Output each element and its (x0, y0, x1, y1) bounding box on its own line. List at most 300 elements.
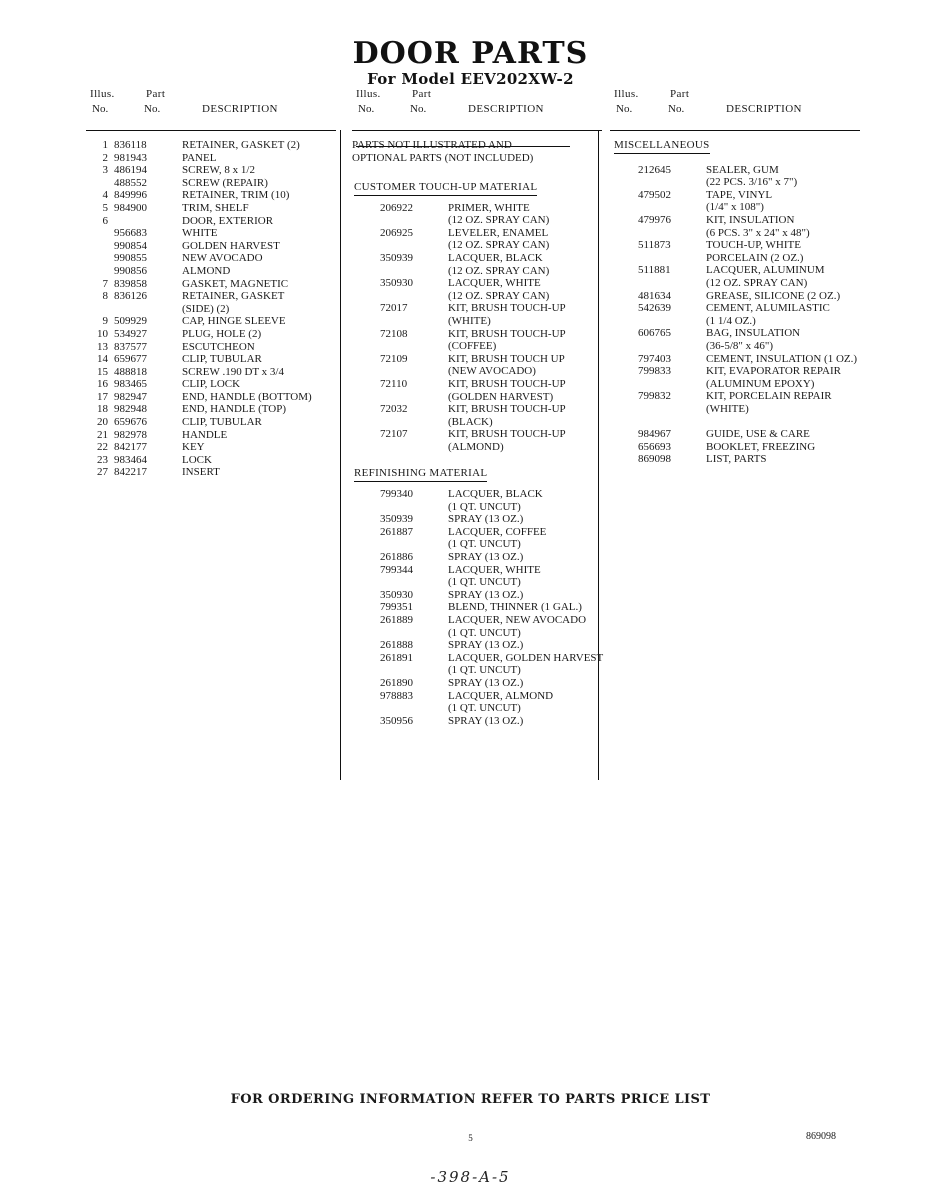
cell-part-no: 836118 (114, 139, 147, 151)
table-row (352, 551, 602, 564)
ordering-information-note: FOR ORDERING INFORMATION REFER TO PARTS PRICE LIST (230, 1092, 711, 1107)
cell-description: (1 QT. UNCUT) (448, 538, 521, 551)
cell-description: GOLDEN HARVEST (182, 239, 280, 252)
cell-part-no: 982978 (114, 428, 147, 441)
section-title-customer-touchup: CUSTOMER TOUCH-UP MATERIAL (354, 181, 537, 196)
table-row (86, 227, 336, 240)
cell-illus-no: 3 (102, 164, 108, 177)
table-row (352, 340, 602, 353)
cell-illus-no: 20 (97, 416, 108, 429)
table-row (352, 391, 602, 404)
cell-description: END, HANDLE (TOP) (182, 403, 286, 416)
cell-part-no: 72017 (380, 302, 408, 315)
cell-description: KIT, BRUSH TOUCH-UP (448, 302, 566, 315)
cell-part-no: 488818 (114, 365, 147, 378)
cell-part-no: 659677 (114, 353, 147, 366)
cell-part-no: 799833 (638, 365, 671, 378)
cell-description: KIT, BRUSH TOUCH-UP (448, 327, 566, 340)
cell-description: (1/4" x 108") (706, 201, 764, 214)
table-row (610, 327, 860, 340)
table-row (86, 441, 336, 454)
cell-part-no: 799340 (380, 488, 413, 501)
table-row (610, 239, 860, 252)
header-part: Part (670, 88, 690, 100)
table-row (352, 652, 602, 665)
handwritten-annotation: -398-A-5 (430, 1168, 511, 1186)
cell-description: (WHITE) (706, 402, 749, 415)
cell-part-no: 206925 (380, 226, 413, 239)
cell-description: (1 QT. UNCUT) (448, 576, 521, 589)
table-row (352, 214, 602, 227)
table-row (86, 265, 336, 278)
table-row (352, 441, 602, 454)
cell-part-no: 350956 (380, 714, 413, 727)
table-row (610, 201, 860, 214)
table-row (610, 277, 860, 290)
cell-description: TAPE, VINYL (706, 188, 773, 201)
cell-part-no: 799351 (380, 601, 413, 614)
header-description: DESCRIPTION (202, 103, 278, 115)
table-row (352, 428, 602, 441)
column-2-header (352, 88, 602, 128)
cell-part-no: 479976 (638, 213, 671, 226)
table-row (352, 315, 602, 328)
table-row (352, 664, 602, 677)
cell-part-no: 983465 (114, 378, 147, 391)
table-row (86, 290, 336, 303)
cell-description: TRIM, SHELF (182, 201, 249, 214)
cell-part-no: 990854 (114, 239, 147, 252)
not-illustrated-notice (352, 139, 602, 165)
cell-description: LACQUER, ALUMINUM (706, 264, 825, 277)
header-description: DESCRIPTION (468, 103, 544, 115)
parts-list-1 (86, 139, 336, 479)
cell-illus-no: 7 (102, 277, 108, 290)
table-row (610, 390, 860, 403)
page-number: 5 (468, 1133, 473, 1143)
cell-description: LIST, PARTS (706, 453, 767, 466)
table-row (610, 415, 860, 428)
table-row (86, 240, 336, 253)
header-illus-no: No. (616, 103, 633, 115)
cell-part-no: 350930 (380, 588, 413, 601)
table-row (610, 365, 860, 378)
table-row (352, 576, 602, 589)
cell-part-no: 511873 (638, 239, 671, 252)
cell-illus-no: 5 (102, 201, 108, 214)
cell-description: LEVELER, ENAMEL (448, 226, 549, 239)
table-row (86, 378, 336, 391)
cell-part-no: 799344 (380, 563, 413, 576)
cell-illus-no: 13 (97, 340, 108, 353)
cell-illus-no: 4 (102, 189, 108, 202)
table-row (86, 278, 336, 291)
table-row (352, 239, 602, 252)
cell-description: LOCK (182, 453, 212, 466)
table-row (610, 252, 860, 265)
cell-description: (WHITE) (448, 314, 491, 327)
header-description: DESCRIPTION (726, 103, 802, 115)
cell-description: CLIP, LOCK (182, 378, 241, 391)
cell-description: KEY (182, 441, 205, 454)
table-row (86, 454, 336, 467)
cell-description: INSERT (182, 466, 220, 479)
cell-part-no: 978883 (380, 689, 413, 702)
cell-part-no: 837577 (114, 340, 147, 353)
cell-part-no: 984967 (638, 428, 671, 441)
table-row (86, 466, 336, 479)
cell-description: LACQUER, BLACK (448, 251, 543, 264)
cell-description: (1 QT. UNCUT) (448, 702, 521, 715)
cell-part-no: 983464 (114, 453, 147, 466)
cell-illus-no: 22 (97, 441, 108, 454)
table-row (352, 328, 602, 341)
cell-description: BOOKLET, FREEZING (706, 440, 816, 453)
cell-part-no: 511881 (638, 264, 671, 277)
table-row (352, 416, 602, 429)
table-row (352, 277, 602, 290)
table-row (610, 227, 860, 240)
cell-illus-no: 2 (102, 151, 108, 164)
cell-part-no: 984900 (114, 201, 147, 214)
cell-part-no: 481634 (638, 289, 671, 302)
cell-illus-no: 9 (102, 315, 108, 328)
table-row (610, 403, 860, 416)
cell-part-no: 842217 (114, 466, 147, 479)
cell-description: CAP, HINGE SLEEVE (182, 315, 286, 328)
table-row (86, 341, 336, 354)
table-row (610, 290, 860, 303)
header-illus: Illus. (90, 88, 115, 100)
table-row (86, 315, 336, 328)
cell-part-no: 990855 (114, 252, 147, 265)
table-row (86, 391, 336, 404)
cell-illus-no: 14 (97, 353, 108, 366)
section-title-miscellaneous: MISCELLANEOUS (614, 139, 710, 154)
cell-description: KIT, BRUSH TOUCH UP (448, 352, 565, 365)
table-row (352, 302, 602, 315)
page-subtitle: For Model EEV202XW-2 (367, 70, 574, 88)
cell-description: SPRAY (13 OZ.) (448, 714, 524, 727)
cell-part-no: 350939 (380, 251, 413, 264)
cell-description: (GOLDEN HARVEST) (448, 390, 554, 403)
cell-description: RETAINER, TRIM (10) (182, 189, 290, 202)
cell-part-no: 869098 (638, 453, 671, 466)
table-row (610, 264, 860, 277)
cell-description: SPRAY (13 OZ.) (448, 551, 524, 564)
table-row (610, 214, 860, 227)
table-row (352, 690, 602, 703)
cell-description: LACQUER, COFFEE (448, 525, 547, 538)
table-row (352, 353, 602, 366)
cell-part-no: 72032 (380, 403, 408, 416)
cell-illus-no: 18 (97, 403, 108, 416)
table-row (610, 353, 860, 366)
cell-description: (1 QT. UNCUT) (448, 664, 521, 677)
table-row (610, 441, 860, 454)
cell-part-no: 849996 (114, 189, 147, 202)
table-row (352, 614, 602, 627)
table-row (610, 453, 860, 466)
cell-part-no: 261890 (380, 676, 413, 689)
cell-part-no: 479502 (638, 188, 671, 201)
table-row (352, 488, 602, 501)
cell-part-no: 261886 (380, 551, 413, 564)
table-row (352, 677, 602, 690)
table-row (352, 290, 602, 303)
table-row (610, 164, 860, 177)
table-row (86, 152, 336, 165)
table-row (610, 378, 860, 391)
cell-description: LACQUER, WHITE (448, 277, 541, 290)
cell-description: (ALUMINUM EPOXY) (706, 377, 815, 390)
cell-description: RETAINER, GASKET (2) (182, 139, 300, 151)
table-row (352, 526, 602, 539)
cell-part-no: 656693 (638, 440, 671, 453)
table-row (86, 252, 336, 265)
header-illus-no: No. (358, 103, 375, 115)
cell-description: CEMENT, ALUMILASTIC (706, 302, 830, 315)
table-row (352, 639, 602, 652)
header-illus-no: No. (92, 103, 109, 115)
table-row (352, 513, 602, 526)
table-row (610, 302, 860, 315)
cell-illus-no: 27 (97, 466, 108, 479)
header-illus: Illus. (356, 88, 381, 100)
header-part-no: No. (410, 103, 427, 115)
cell-part-no: 542639 (638, 302, 671, 315)
parts-column-3 (610, 88, 860, 466)
parts-list-miscellaneous (610, 164, 860, 466)
notice-line-1: PARTS NOT ILLUSTRATED AND (352, 139, 512, 151)
table-row (610, 428, 860, 441)
header-part-no: No. (144, 103, 161, 115)
cell-description: LACQUER, GOLDEN HARVEST (448, 651, 604, 664)
cell-description: KIT, BRUSH TOUCH-UP (448, 428, 566, 441)
notice-strike-line (356, 146, 570, 147)
cell-description: KIT, BRUSH TOUCH-UP (448, 403, 566, 416)
cell-description: SEALER, GUM (706, 163, 779, 176)
cell-description: (12 OZ. SPRAY CAN) (448, 264, 550, 277)
table-row (352, 365, 602, 378)
header-illus: Illus. (614, 88, 639, 100)
table-row (352, 715, 602, 728)
table-row (352, 378, 602, 391)
cell-description: (ALMOND) (448, 440, 504, 453)
table-row (86, 303, 336, 316)
cell-description: LACQUER, WHITE (448, 563, 541, 576)
section-title-refinishing: REFINISHING MATERIAL (354, 467, 487, 482)
table-row (352, 265, 602, 278)
cell-description: TOUCH-UP, WHITE (706, 239, 801, 252)
cell-illus-no: 1 (102, 139, 108, 151)
cell-description: CEMENT, INSULATION (1 OZ.) (706, 352, 858, 365)
table-row (610, 176, 860, 189)
table-row (86, 416, 336, 429)
cell-description: (COFFEE) (448, 340, 497, 353)
cell-description: BLEND, THINNER (1 GAL.) (448, 601, 582, 614)
cell-part-no: 842177 (114, 441, 147, 454)
cell-description: PANEL (182, 151, 217, 164)
cell-description: GUIDE, USE & CARE (706, 428, 810, 441)
cell-description: SCREW .190 DT x 3/4 (182, 365, 284, 378)
cell-description: CLIP, TUBULAR (182, 353, 262, 366)
cell-part-no: 799832 (638, 390, 671, 403)
cell-description: CLIP, TUBULAR (182, 416, 262, 429)
header-part: Part (412, 88, 432, 100)
cell-description: (6 PCS. 3" x 24" x 48") (706, 226, 810, 239)
cell-description: GASKET, MAGNETIC (182, 277, 289, 290)
cell-description: (12 OZ. SPRAY CAN) (706, 276, 808, 289)
table-row (86, 403, 336, 416)
header-part: Part (146, 88, 166, 100)
cell-description: PRIMER, WHITE (448, 201, 530, 214)
cell-description: LACQUER, ALMOND (448, 689, 554, 702)
cell-part-no: 509929 (114, 315, 147, 328)
table-row (352, 227, 602, 240)
table-row (86, 202, 336, 215)
table-row (86, 215, 336, 228)
table-row (352, 601, 602, 614)
header-rule (610, 130, 860, 131)
table-row (610, 315, 860, 328)
table-row (352, 403, 602, 416)
cell-part-no: 72107 (380, 428, 408, 441)
cell-description: (NEW AVOCADO) (448, 365, 536, 378)
cell-description: (1 1/4 OZ.) (706, 314, 756, 327)
page-title: DOOR PARTS (352, 36, 589, 71)
table-row (352, 564, 602, 577)
table-row (86, 177, 336, 190)
cell-part-no: 990856 (114, 264, 147, 277)
cell-description: SPRAY (13 OZ.) (448, 588, 524, 601)
cell-description: (SIDE) (2) (182, 302, 230, 315)
table-row (610, 189, 860, 202)
cell-description: (12 OZ. SPRAY CAN) (448, 289, 550, 302)
cell-part-no: 982947 (114, 390, 147, 403)
cell-illus-no: 17 (97, 390, 108, 403)
cell-description: RETAINER, GASKET (182, 290, 285, 303)
cell-description: END, HANDLE (BOTTOM) (182, 390, 312, 403)
parts-list-refinishing (352, 488, 602, 727)
cell-description: PLUG, HOLE (2) (182, 327, 262, 340)
cell-part-no: 488552 (114, 176, 147, 189)
cell-illus-no: 15 (97, 365, 108, 378)
column-1-header (86, 88, 336, 128)
cell-illus-no: 21 (97, 428, 108, 441)
table-row (352, 202, 602, 215)
cell-description: (36-5/8" x 46") (706, 339, 774, 352)
cell-description: SPRAY (13 OZ.) (448, 676, 524, 689)
cell-description: (BLACK) (448, 415, 493, 428)
cell-description: SPRAY (13 OZ.) (448, 639, 524, 652)
table-row (86, 164, 336, 177)
cell-part-no: 982948 (114, 403, 147, 416)
parts-column-2 (352, 88, 602, 727)
cell-part-no: 350930 (380, 277, 413, 290)
cell-part-no: 212645 (638, 163, 671, 176)
cell-description: LACQUER, NEW AVOCADO (448, 614, 587, 626)
column-3-header (610, 88, 860, 128)
cell-description: HANDLE (182, 428, 228, 441)
cell-part-no: 981943 (114, 151, 147, 164)
cell-description: KIT, BRUSH TOUCH-UP (448, 377, 566, 390)
cell-description: ALMOND (182, 264, 231, 277)
table-row (86, 139, 336, 152)
cell-part-no: 72109 (380, 352, 408, 365)
table-row (86, 366, 336, 379)
cell-description: NEW AVOCADO (182, 252, 263, 265)
cell-illus-no: 6 (102, 214, 108, 227)
cell-description: KIT, EVAPORATOR REPAIR (706, 365, 841, 378)
cell-description: (1 QT. UNCUT) (448, 500, 521, 513)
table-row (352, 538, 602, 551)
cell-description: KIT, INSULATION (706, 213, 795, 226)
table-row (86, 189, 336, 202)
header-part-no: No. (668, 103, 685, 115)
table-row (86, 429, 336, 442)
parts-list-customer-touchup (352, 202, 602, 454)
notice-line-2: OPTIONAL PARTS (NOT INCLUDED) (352, 152, 534, 164)
table-row (352, 589, 602, 602)
cell-description: LACQUER, BLACK (448, 488, 543, 501)
table-row (610, 340, 860, 353)
cell-part-no: 72108 (380, 327, 408, 340)
cell-part-no: 72110 (380, 377, 408, 390)
cell-part-no: 659676 (114, 416, 147, 429)
cell-part-no: 956683 (114, 227, 147, 240)
cell-description: WHITE (182, 227, 218, 240)
cell-illus-no: 10 (97, 327, 108, 340)
table-row (86, 328, 336, 341)
cell-part-no: 797403 (638, 352, 671, 365)
cell-part-no: 350939 (380, 513, 413, 526)
cell-description: SPRAY (13 OZ.) (448, 513, 524, 526)
table-row (352, 252, 602, 265)
cell-illus-no: 16 (97, 378, 108, 391)
cell-description: BAG, INSULATION (706, 327, 801, 340)
cell-description: SCREW (REPAIR) (182, 176, 268, 189)
table-row (352, 702, 602, 715)
cell-illus-no: 8 (102, 290, 108, 303)
cell-description: (1 QT. UNCUT) (448, 626, 521, 639)
table-row (86, 353, 336, 366)
cell-part-no: 836126 (114, 290, 147, 303)
cell-description: KIT, PORCELAIN REPAIR (706, 390, 832, 403)
parts-column-1 (86, 88, 336, 479)
cell-part-no: 839858 (114, 277, 147, 290)
cell-description: PORCELAIN (2 OZ.) (706, 251, 804, 264)
cell-description: SCREW, 8 x 1/2 (182, 164, 255, 177)
cell-description: GREASE, SILICONE (2 OZ.) (706, 289, 841, 302)
cell-part-no: 534927 (114, 327, 147, 340)
cell-part-no: 261888 (380, 639, 413, 652)
cell-description: DOOR, EXTERIOR (182, 214, 274, 227)
header-rule (86, 130, 336, 131)
document-code: 869098 (806, 1131, 836, 1142)
cell-part-no: 606765 (638, 327, 671, 340)
cell-part-no: 261887 (380, 525, 413, 538)
cell-illus-no: 23 (97, 453, 108, 466)
table-row (352, 501, 602, 514)
cell-part-no: 206922 (380, 201, 413, 214)
table-row (352, 627, 602, 640)
cell-part-no: 261891 (380, 651, 413, 664)
cell-part-no: 486194 (114, 164, 147, 177)
cell-description: (12 OZ. SPRAY CAN) (448, 214, 550, 227)
header-rule (352, 130, 602, 131)
cell-description: (12 OZ. SPRAY CAN) (448, 239, 550, 252)
